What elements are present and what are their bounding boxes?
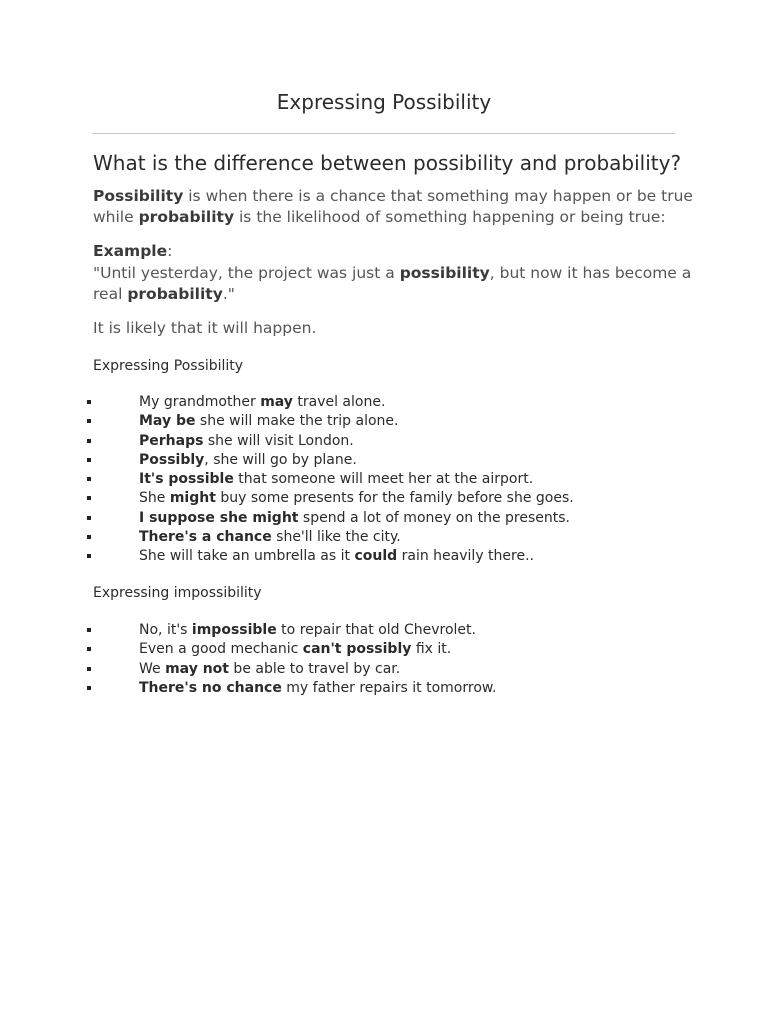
bold-text: Possibly — [139, 451, 205, 468]
text-run: rain heavily there.. — [397, 548, 534, 565]
square-bullet-icon — [87, 628, 91, 632]
square-bullet-icon — [87, 419, 91, 423]
square-bullet-icon — [87, 439, 91, 443]
bold-text: may — [260, 394, 293, 410]
bold-text: There's a chance — [139, 529, 272, 546]
bold-text: Perhaps — [139, 432, 204, 449]
text-run: My grandmother — [139, 394, 261, 410]
text-run: We — [139, 660, 166, 677]
list-item — [0, 451, 768, 470]
square-bullet-icon — [87, 458, 91, 462]
text-run: No, it's — [139, 622, 192, 638]
square-bullet-icon — [87, 554, 91, 558]
list-item-text — [139, 470, 533, 489]
text-run: that someone will meet her at the airport. — [233, 471, 534, 488]
impossibility-list — [0, 621, 768, 698]
text-run: she will visit London. — [203, 432, 354, 449]
list-item-text — [139, 451, 357, 470]
example-label — [93, 241, 693, 262]
text-run: , but now it has become a real — [93, 264, 692, 303]
text-run: "Until yesterday, the project was just a — [93, 264, 400, 282]
text-run: she will make the trip alone. — [195, 413, 399, 430]
list-item — [0, 547, 768, 566]
likely-paragraph: It is likely that it will happen. — [93, 319, 317, 337]
list-item — [0, 509, 768, 528]
list-item — [0, 489, 768, 508]
text-run: buy some presents for the family before she goes. — [215, 490, 574, 507]
text-run: Even a good mechanic — [139, 641, 303, 658]
square-bullet-icon — [87, 647, 91, 651]
text-run: to repair that old Chevrolet. — [276, 622, 476, 638]
bold-text: can't possibly — [302, 641, 412, 658]
bold-text: impossible — [191, 622, 277, 638]
bold-text: could — [354, 548, 398, 565]
list-item-text — [139, 660, 400, 679]
possibility-list — [0, 393, 768, 567]
text-run: she'll like the city. — [271, 529, 401, 546]
bold-text: probability — [138, 208, 235, 226]
possibility-heading: Expressing Possibility — [93, 358, 244, 374]
list-item-text — [139, 640, 451, 659]
text-run: is the likelihood of something happening or being true: — [234, 208, 666, 226]
list-item-text — [139, 679, 497, 698]
bold-text: Possibility — [93, 187, 184, 205]
text-run: is when there is a chance that something may happen or be true while — [93, 187, 693, 226]
text-run: ." — [222, 285, 235, 303]
bold-text: may not — [165, 660, 229, 677]
bold-text: There's no chance — [139, 679, 282, 696]
section-heading: What is the difference between possibility and probability? — [93, 151, 682, 175]
text-run: , she will go by plane. — [204, 451, 357, 468]
text-run: She — [139, 490, 170, 507]
list-item-text — [139, 412, 398, 431]
example-quote — [93, 263, 693, 305]
definition-paragraph — [93, 186, 693, 228]
square-bullet-icon — [87, 535, 91, 539]
list-item — [0, 679, 768, 698]
list-item — [0, 432, 768, 451]
list-item-text — [139, 432, 354, 451]
list-item — [0, 528, 768, 547]
bold-text: I suppose she might — [139, 509, 299, 526]
text-run: fix it. — [411, 641, 452, 658]
bold-text: Example — [93, 242, 168, 260]
square-bullet-icon — [87, 516, 91, 520]
square-bullet-icon — [87, 477, 91, 481]
list-item-text — [139, 528, 401, 547]
impossibility-heading: Expressing impossibility — [93, 585, 262, 601]
list-item-text — [139, 489, 574, 508]
text-run: : — [167, 242, 173, 260]
title-divider — [92, 133, 675, 134]
list-item — [0, 640, 768, 659]
text-run: travel alone. — [292, 394, 386, 410]
text-run: She will take an umbrella as it — [139, 548, 355, 565]
text-run: be able to travel by car. — [228, 660, 401, 677]
list-item — [0, 660, 768, 679]
list-item-text — [139, 547, 534, 566]
list-item — [0, 412, 768, 431]
bold-text: It's possible — [139, 471, 234, 488]
bold-text: might — [169, 490, 216, 507]
list-item — [0, 621, 768, 640]
square-bullet-icon — [87, 496, 91, 500]
square-bullet-icon — [87, 686, 91, 690]
bold-text: possibility — [399, 264, 490, 282]
bold-text: May be — [139, 413, 196, 430]
list-item — [0, 393, 768, 412]
list-item-text — [139, 621, 476, 640]
document-title: Expressing Possibility — [276, 90, 492, 114]
square-bullet-icon — [87, 667, 91, 671]
text-run: spend a lot of money on the presents. — [298, 509, 571, 526]
text-run: my father repairs it tomorrow. — [281, 679, 497, 696]
square-bullet-icon — [87, 400, 91, 404]
list-item — [0, 470, 768, 489]
list-item-text — [139, 509, 570, 528]
list-item-text — [139, 393, 385, 412]
bold-text: probability — [127, 285, 223, 303]
